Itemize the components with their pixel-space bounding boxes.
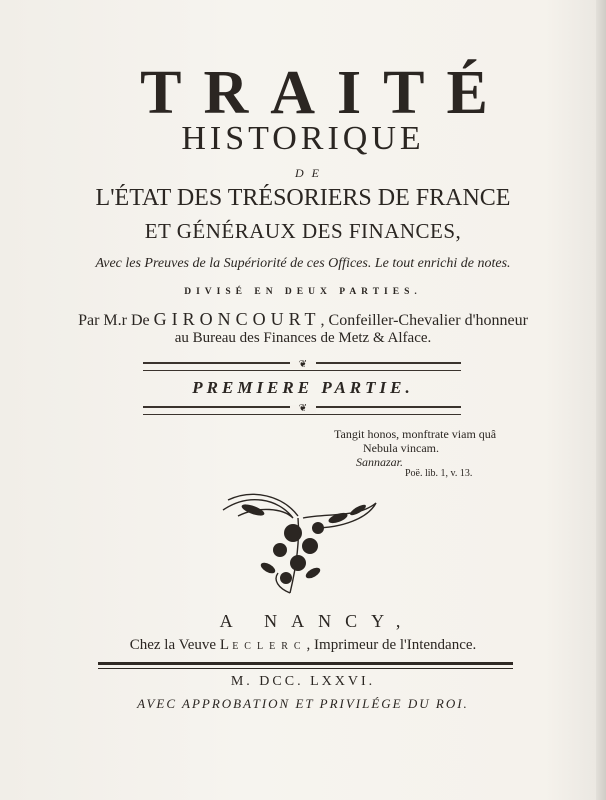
fleuron-icon: ❦	[290, 405, 316, 413]
epigraph-source: Poë. lib. 1, v. 13.	[405, 468, 473, 479]
floral-vignette-icon	[218, 488, 383, 603]
author-name: GIRONCOURT	[153, 309, 321, 329]
printer-name: ECLERC	[232, 641, 307, 652]
imprint-place: A NANCY,	[219, 611, 415, 631]
division-note: DIVISÉ EN DEUX PARTIES.	[184, 287, 422, 297]
author-line-2: au Bureau des Finances de Metz & Alface.	[174, 330, 432, 346]
epigraph-line-2: Nebula vincam.	[363, 441, 439, 455]
imprint-printer	[0, 637, 606, 654]
fleuron-icon: ❦	[290, 361, 316, 369]
title-traite: TRAITÉ	[140, 59, 510, 127]
imprint-year: M. DCC. LXXVI.	[230, 674, 376, 689]
title-historique: HISTORIQUE	[181, 120, 425, 157]
author-role: , Confeiller-Chevalier d'honneur	[320, 312, 528, 329]
double-rule	[98, 662, 513, 669]
part-heading: PREMIERE PARTIE.	[192, 378, 414, 397]
printer-suffix: , Imprimeur de l'Intendance.	[306, 637, 477, 653]
title-etat: L'ÉTAT DES TRÉSORIERS DE FRANCE	[95, 185, 511, 211]
subtitle: Avec les Preuves de la Supériorité de ces Offices. Le tout enrichi de notes.	[95, 256, 511, 271]
author-line	[0, 309, 606, 330]
royal-privilege: AVEC APPROBATION ET PRIVILÉGE DU ROI.	[137, 696, 469, 711]
epigraph-line-1: Tangit honos, monftrate viam quâ	[334, 427, 497, 441]
epigraph-author: Sannazar.	[356, 455, 404, 469]
title-generaux: ET GÉNÉRAUX DES FINANCES,	[144, 219, 462, 243]
author-prefix: Par M.r De	[78, 312, 150, 329]
printer-prefix: Chez la Veuve L	[129, 637, 229, 653]
title-de: DE	[295, 166, 327, 180]
